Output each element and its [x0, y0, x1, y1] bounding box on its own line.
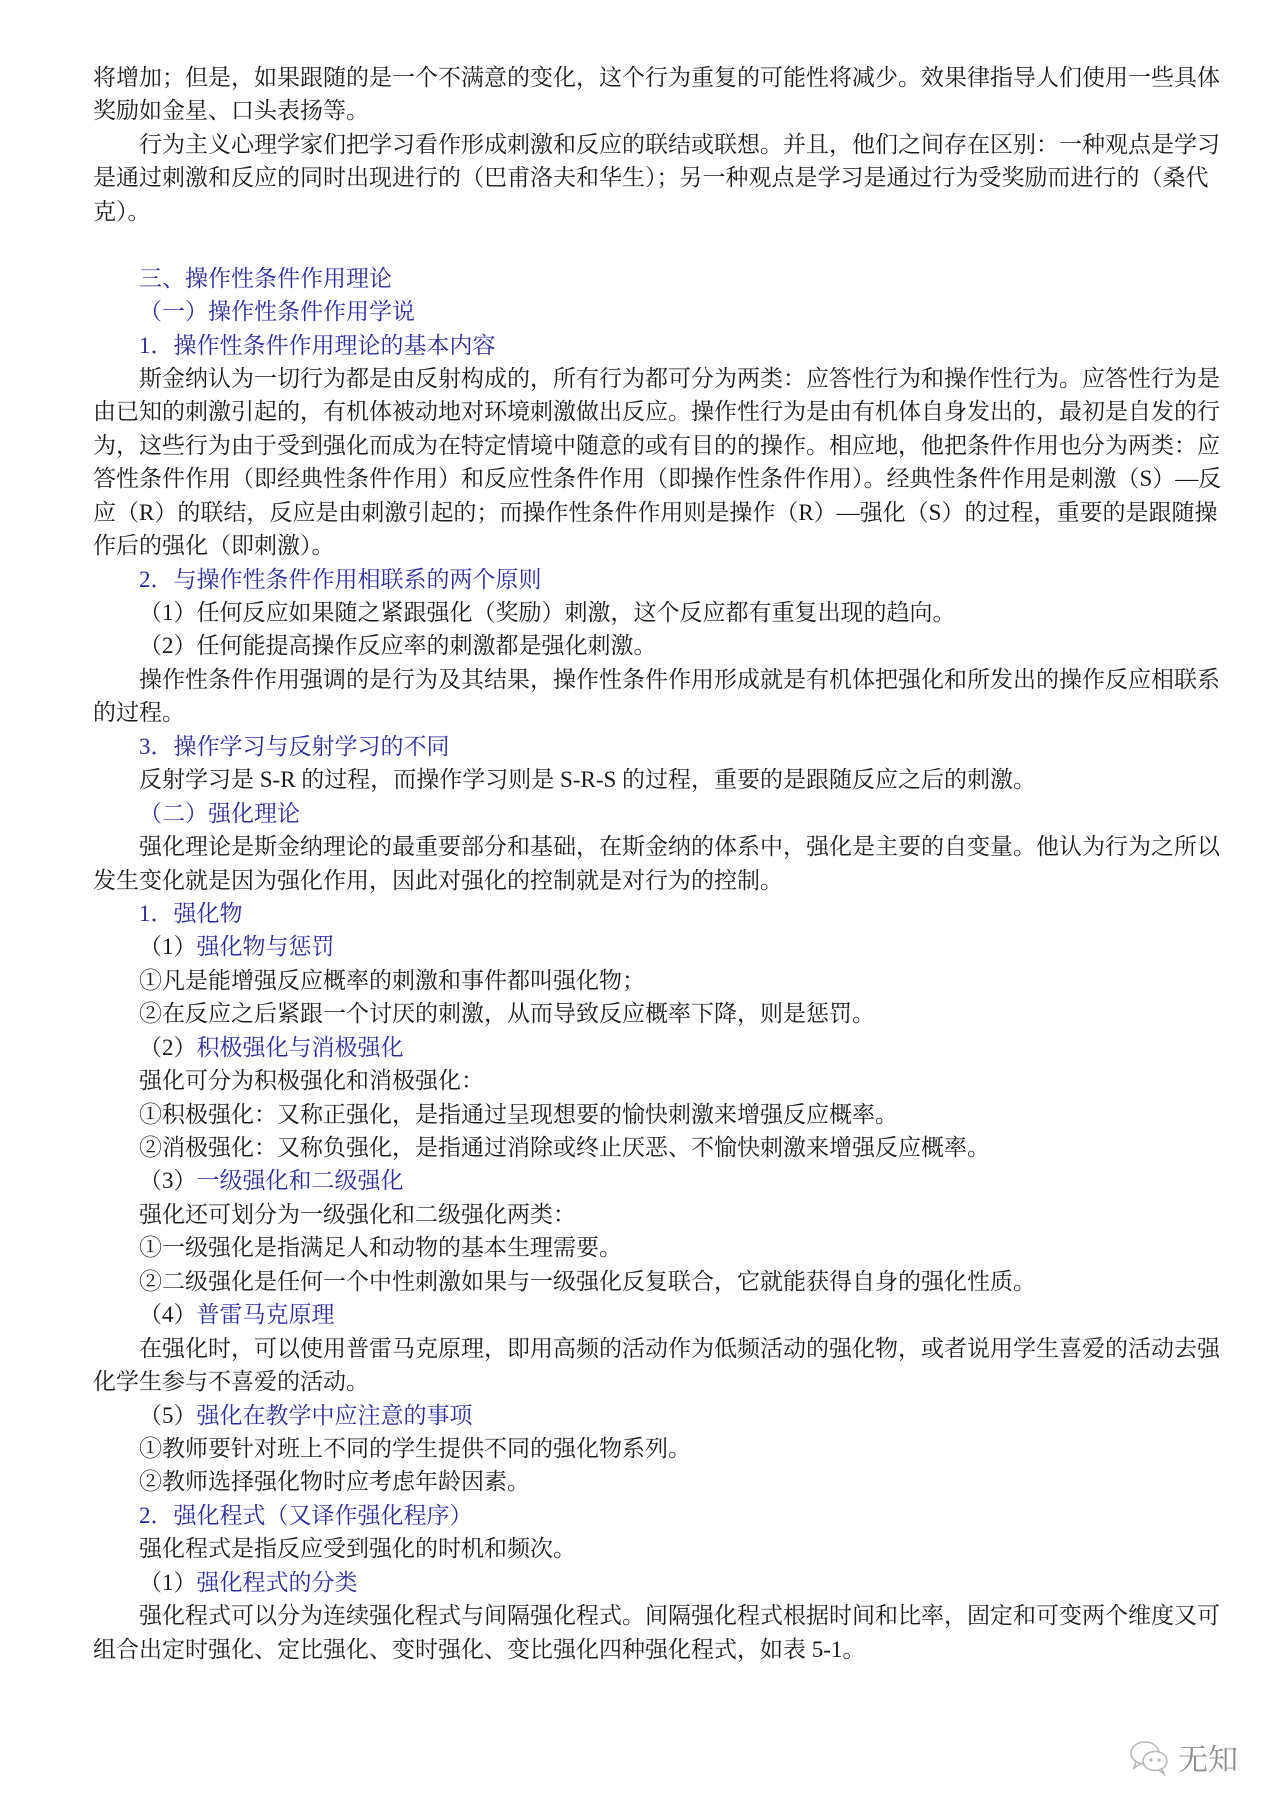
item-heading: 3．操作学习与反射学习的不同 — [139, 733, 450, 759]
subitem-number: （2） — [139, 1034, 197, 1060]
body-line: （2）任何能提高操作反应率的刺激都是强化刺激。 — [139, 633, 657, 659]
subitem-title: 一级强化和二级强化 — [196, 1168, 404, 1194]
subitem-title: 强化程式的分类 — [196, 1569, 358, 1595]
body-line: ②在反应之后紧跟一个讨厌的刺激，从而导致反应概率下降，则是惩罚。 — [139, 1001, 875, 1027]
body-line: 行为主义心理学家们把学习看作形成刺激和反应的联结或联想。并且，他们之间存在区别：一种观点是学习 — [139, 131, 1220, 157]
subitem-heading — [93, 1298, 1195, 1331]
subitem-number: （1） — [139, 1569, 197, 1595]
body-line: 作后的强化（即刺激）。 — [93, 533, 335, 559]
body-line: ②消极强化：又称负强化，是指通过消除或终止厌恶、不愉快刺激来增强反应概率。 — [139, 1135, 990, 1160]
subsection-heading: （一）操作性条件作用学说 — [139, 299, 415, 325]
body-line: 反射学习是 S-R 的过程，而操作学习则是 S-R-S 的过程，重要的是跟随反应之后的刺激。 — [139, 767, 1037, 793]
subitem-number: （1） — [139, 934, 197, 960]
body-line: ①一级强化是指满足人和动物的基本生理需要。 — [139, 1235, 622, 1261]
body-line: ②二级强化是任何一个中性刺激如果与一级强化反复联合，它就能获得自身的强化性质。 — [139, 1268, 1036, 1294]
subitem-title: 积极强化与消极强化 — [196, 1034, 404, 1060]
subitem-heading — [93, 1031, 1195, 1064]
body-line: （1）任何反应如果随之紧跟强化（奖励）刺激，这个反应都有重复出现的趋向。 — [139, 600, 956, 625]
body-line: 在强化时，可以使用普雷马克原理，即用高频的活动作为低频活动的强化物，或者说用学生喜爱的活动去强 — [139, 1335, 1220, 1361]
wechat-icon — [1128, 1737, 1172, 1777]
body-line: 化学生参与不喜爱的活动。 — [93, 1369, 369, 1395]
body-line: 强化可分为积极强化和消极强化： — [139, 1068, 484, 1094]
body-line: 答性条件作用（即经典性条件作用）和反应性条件作用（即操作性条件作用）。经典性条件作用是刺激（S）—反 — [93, 466, 1222, 492]
body-line: ①凡是能增强反应概率的刺激和事件都叫强化物； — [139, 967, 645, 993]
item-heading: 2．强化程式（又译作强化程序） — [139, 1502, 473, 1528]
body-line: 组合出定时强化、定比强化、变时强化、变比强化四种强化程式，如表 5-1。 — [93, 1636, 866, 1662]
subitem-title: 强化在教学中应注意的事项 — [196, 1402, 473, 1428]
body-line: 强化程式可以分为连续强化程式与间隔强化程式。间隔强化程式根据时间和比率，固定和可变两个维度又可 — [139, 1603, 1220, 1629]
body-line: 的过程。 — [93, 700, 185, 726]
body-line: 斯金纳认为一切行为都是由反射构成的，所有行为都可分为两类：应答性行为和操作性行为。应答性行为是 — [139, 365, 1220, 391]
document-page — [93, 61, 1222, 1666]
body-line: 强化程式是指反应受到强化的时机和频次。 — [139, 1536, 576, 1562]
body-line: 由已知的刺激引起的，有机体被动地对环境刺激做出反应。操作性行为是由有机体自身发出的，最初是自发的行 — [93, 399, 1220, 425]
body-line: ②教师选择强化物时应考虑年龄因素。 — [139, 1469, 530, 1495]
subitem-number: （5） — [139, 1402, 197, 1428]
subitem-title: 普雷马克原理 — [196, 1302, 335, 1328]
body-line: 奖励如金星、口头表扬等。 — [93, 98, 369, 124]
watermark — [1128, 1735, 1238, 1779]
item-heading: 2．与操作性条件作用相联系的两个原则 — [139, 566, 542, 592]
subitem-heading — [93, 1164, 1195, 1197]
body-line: 为，这些行为由于受到强化而成为在特定情境中随意的或有目的的操作。相应地，他把条件作用也分为两类：应 — [93, 432, 1220, 458]
body-line: ①积极强化：又称正强化，是指通过呈现想要的愉快刺激来增强反应概率。 — [139, 1101, 898, 1127]
subitem-title: 强化物与惩罚 — [196, 934, 335, 960]
blank-line — [93, 228, 1195, 261]
body-line: 是通过刺激和反应的同时出现进行的（巴甫洛夫和华生）；另一种观点是学习是通过行为受奖励而进行的（桑代 — [93, 165, 1209, 191]
subsection-heading: （二）强化理论 — [139, 800, 300, 826]
body-line: 应（R）的联结，反应是由刺激引起的；而操作性条件作用则是操作（R）—强化（S）的过程，重要的是跟随操 — [93, 499, 1218, 525]
body-line: 强化还可划分为一级强化和二级强化两类： — [139, 1201, 576, 1227]
subitem-heading — [93, 1399, 1195, 1432]
section-heading: 三、操作性条件作用理论 — [139, 265, 392, 291]
body-line: 克）。 — [93, 198, 151, 224]
body-line: ①教师要针对班上不同的学生提供不同的强化物系列。 — [139, 1435, 691, 1461]
subitem-heading — [93, 930, 1195, 963]
item-heading: 1．操作性条件作用理论的基本内容 — [139, 332, 496, 358]
subitem-number: （3） — [139, 1168, 197, 1194]
subitem-number: （4） — [139, 1302, 197, 1328]
subitem-heading — [93, 1566, 1195, 1599]
body-line: 发生变化就是因为强化作用，因此对强化的控制就是对行为的控制。 — [93, 867, 783, 893]
body-line: 将增加；但是，如果跟随的是一个不满意的变化，这个行为重复的可能性将减少。效果律指导人们使用一些具体 — [93, 65, 1220, 90]
watermark-text: 无知 — [1178, 1743, 1238, 1778]
body-line: 操作性条件作用强调的是行为及其结果，操作性条件作用形成就是有机体把强化和所发出的操作反应相联系 — [139, 666, 1220, 692]
body-line: 强化理论是斯金纳理论的最重要部分和基础，在斯金纳的体系中，强化是主要的自变量。他认为行为之所以 — [139, 834, 1220, 860]
item-heading: 1．强化物 — [139, 900, 243, 926]
